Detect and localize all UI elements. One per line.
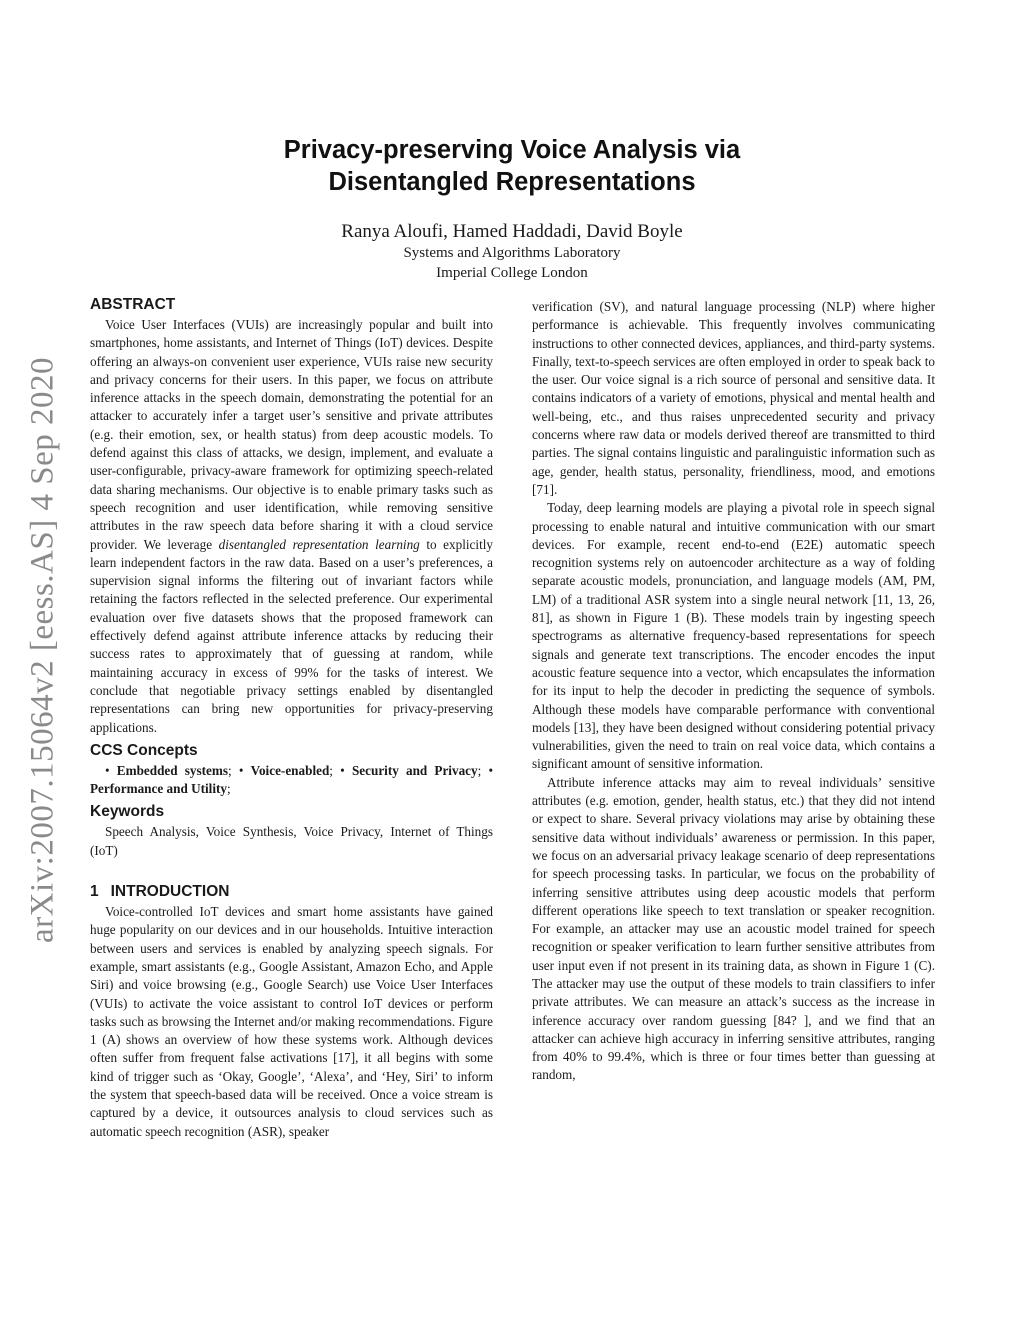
paper-title-line-1: Privacy-preserving Voice Analysis via: [283, 136, 741, 164]
left-column: [90, 295, 493, 1141]
bullet-1: •: [105, 762, 110, 778]
bullet-2: •: [238, 762, 244, 778]
bullet-3: •: [340, 762, 345, 778]
separator-1: ;: [228, 762, 232, 778]
ccs-concepts-heading: CCS Concepts: [90, 741, 198, 759]
ccs-item-voice: Voice-enabled: [250, 762, 330, 778]
right-column: [532, 298, 935, 1085]
arxiv-identifier-stamp: arXiv:2007.15064v2 [eess.AS] 4 Sep 2020: [24, 357, 61, 943]
section-title: INTRODUCTION: [110, 883, 230, 901]
abstract-text-part-2: to explicitly learn independent factors in the raw data. Based on a user’s preferences, a supervision signal informs the filtering out of invariant factors while retaining the factors reflected in the selected preference. Our experimental evaluation over five datasets shows that the proposed framework can effectively defend against attribute inference attacks by reducing their success rates to approximately that of guessing at random, while maintaining accuracy in excess of 99% for the tasks of interest. We conclude that negotiable privacy settings enabled by disentangled representations can bring new opportunities for privacy-preserving applications.: [90, 536, 493, 735]
intro-paragraph-2: Today, deep learning models are playing a pivotal role in speech signal processing to enable natural and intuitive communication with our smart devices. For example, recent end-to-end (E2E) automatic speech recognition systems rely on autoencoder architecture as a way of folding separate acoustic models, pronunciation, and language models (AM, PM, LM) of a traditional ASR system into a single neural network [11, 13, 26, 81], as shown in Figure 1 (B). These models train by ingesting speech spectrograms as alternative frequency-based representations for speech signals and generate text transcriptions. The encoder encodes the input acoustic feature sequence into a vector, which encapsulates the information for its input to help the decoder in predicting the sequence of symbols. Although these models have comparable performance with conventional models [13], they have been designed without considering potential privacy vulnerabilities, given the need to train on real voice data, which contains a significant amount of sensitive information.: [532, 500, 935, 772]
separator-2: ;: [329, 762, 333, 778]
abstract-italic-term: disentangled representation learning: [218, 536, 420, 552]
intro-paragraph-1: Voice-controlled IoT devices and smart home assistants have gained huge popularity on our devices and in our households. Intuitive interaction between users and services is enabled by analyzing speech signals. For example, smart assistants (e.g., Google Assistant, Amazon Echo, and Apple Siri) and voice browsing (e.g., Google Search) use Voice User Interfaces (VUIs) to activate the voice assistant to control IoT devices or perform tasks such as browsing the Internet and/or making recommendations. Figure 1 (A) shows an overview of how these systems work. Although devices often suffer from frequent false activations [17], it all begins with some kind of trigger such as ‘Okay, Google’, ‘Alexa’, and ‘Hey, Siri’ to inform the system that speech-based data will be received. Once a voice stream is captured by a device, it outsources analysis to cloud services such as automatic speech recognition (ASR), speaker: [90, 904, 493, 1139]
intro-paragraph-1-continued: verification (SV), and natural language processing (NLP) where higher performance is achievable. This frequently involves communicating instructions to other connected devices, appliances, and third-party systems. Finally, text-to-speech services are often employed in order to speak back to the user. Our voice signal is a rich source of personal and sensitive data. It contains indicators of a variety of emotions, physical and mental health and well-being, etc., and thus raises unprecedented security and privacy concerns where raw data or models derived thereof are transmitted to third parties. The signal contains linguistic and paralinguistic information such as age, gender, health status, personality, friendliness, mood, and emotions [71].: [532, 299, 935, 497]
separator-3: ;: [477, 762, 482, 778]
affiliation: [0, 243, 1024, 283]
separator-4: ;: [226, 781, 231, 797]
abstract-paragraph: [90, 316, 493, 737]
paper-title-line-2: Disentangled Representations: [328, 168, 696, 196]
keywords-text: Speech Analysis, Voice Synthesis, Voice Privacy, Internet of Things (IoT): [90, 824, 493, 858]
affiliation-lab: Systems and Algorithms Laboratory: [403, 245, 621, 261]
abstract-heading: ABSTRACT: [90, 296, 176, 313]
abstract-text-part-1: Voice User Interfaces (VUIs) are increasingly popular and built into smartphones, home assistants, and Internet of Things (IoT) devices. Despite offering an always-on convenient user experience, VUIs raise new security and privacy concerns for their users. In this paper, we focus on attribute inference attacks in the speech domain, demonstrating the potential for an attacker to accurately infer a target user’s sensitive and private attributes (e.g. their emotion, sex, or health status) from deep acoustic models. To defend against this class of attacks, we design, implement, and evaluate a user-configurable, privacy-aware framework for optimizing speech-related data sharing mechanisms. Our objective is to enable primary tasks such as speech recognition and user identification, while removing sensitive attributes in the raw speech data before sharing it with a cloud service provider. We leverage: [90, 317, 493, 552]
keywords-heading: Keywords: [90, 803, 165, 821]
affiliation-institution: Imperial College London: [436, 265, 588, 281]
ccs-item-embedded: Embedded systems: [116, 762, 229, 778]
introduction-heading: [90, 882, 493, 902]
paper-title: [0, 134, 1024, 198]
bullet-4: •: [488, 762, 494, 778]
ccs-item-performance: Performance and Utility: [90, 781, 227, 797]
section-number: 1: [90, 883, 99, 901]
intro-paragraph-3: Attribute inference attacks may aim to reveal individuals’ sensitive attributes (e.g. emotion, gender, health status, etc.) that they did not intend or expect to share. Several privacy violations may arise by obtaining these sensitive data without individuals’ awareness or permission. In this paper, we focus on an adversarial privacy leakage scenario of deep representations for speech processing tasks. In particular, we focus on the probability of inferring sensitive attributes using deep acoustic models that perform different operations like speech to text translation or speaker recognition. For example, an attacker may use an acoustic model trained for speech recognition or speaker verification to learn further sensitive attributes from user input even if not present in its training data, as shown in Figure 1 (C). The attacker may use the output of these models to train classifiers to infer private attributes. We can measure an attack’s success as the increase in inference accuracy over random guessing [84? ], and we find that an attacker can achieve high accuracy in inferring sensitive attributes, ranging from 40% to 99.4%, which is three or four times better than guessing at random,: [532, 774, 935, 1083]
ccs-item-security: Security and Privacy: [351, 762, 478, 778]
author-list: Ranya Aloufi, Hamed Haddadi, David Boyle: [341, 221, 683, 242]
ccs-concepts-list: [90, 762, 493, 799]
